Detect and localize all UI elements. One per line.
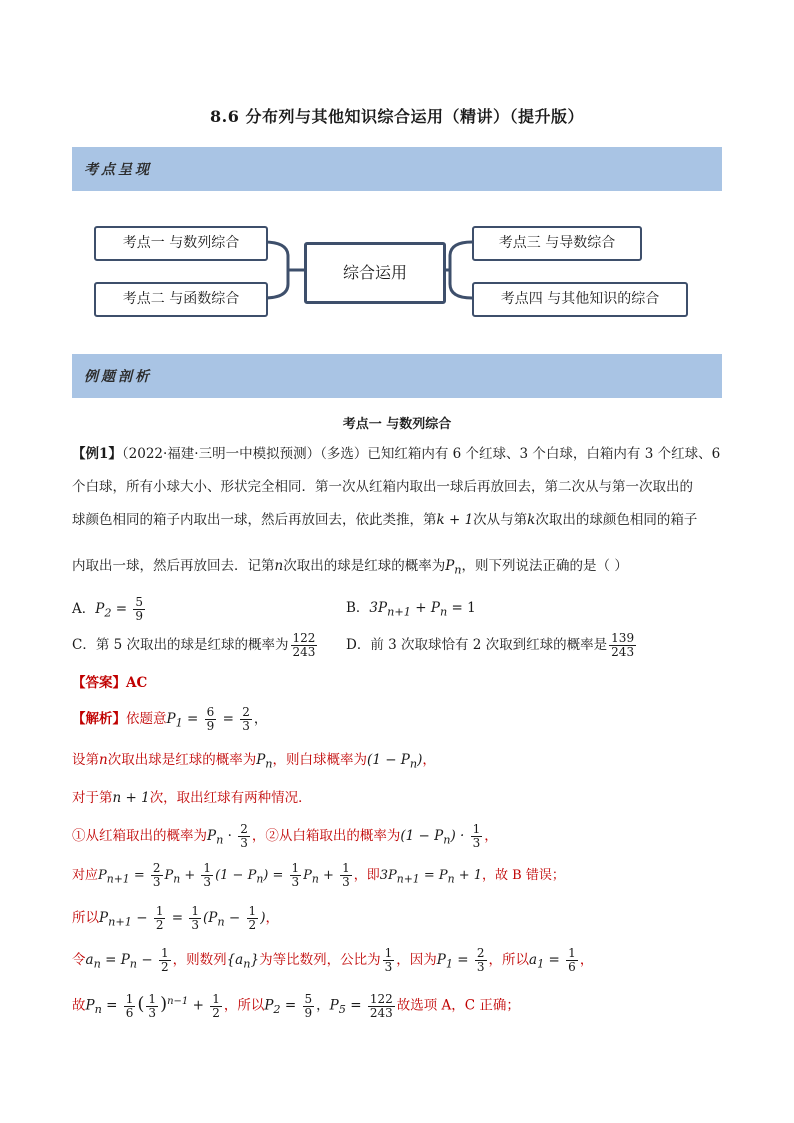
mindmap-node-topic-4: 考点四 与其他知识的综合 — [472, 282, 688, 317]
fraction: $\frac{1}{3}$ — [291, 861, 300, 889]
fraction: $\frac{2}{3}$ — [152, 861, 161, 889]
fraction: $\frac{1}{2}$ — [160, 946, 169, 974]
fraction: $\frac{1}{3}$ — [203, 861, 212, 889]
analysis-line-6: 所以$P_{n+1}$ − $\frac{1}{2}$ = $\frac{1}{3}$ ($P_n$ − $\frac{1}{2}$ )， — [72, 904, 279, 932]
fraction: $\frac{1}{6}$ — [568, 946, 576, 974]
fraction: $\frac{2}{3}$ — [240, 822, 248, 850]
fraction: $\frac{1}{6}$ — [125, 991, 134, 1020]
analysis-line-4: ①从红箱取出的概率为$P_n$ · $\frac{2}{3}$ ，②从白箱取出的概率为$(1 - P_n)$ · $\frac{1}{3}$ ， — [72, 822, 498, 850]
topic-subtitle: 考点一 与数列综合 — [342, 417, 452, 432]
fraction: $\frac{1}{3}$ — [191, 904, 200, 932]
section-band-examples — [72, 354, 722, 400]
option-c: C．第 5 次取出的球是红球的概率为 $\frac{122}{243}$ — [72, 631, 316, 659]
fraction: $\frac{122}{243}$ — [292, 631, 316, 659]
fraction: $\frac{6}{9}$ — [206, 705, 215, 733]
analysis-line-8: 故$P_n$ = $\frac{1}{6}$ ( $\frac{1}{3}$ )$^{n-1}$ + $\frac{1}{2}$ ，所以$P_2$ = $\frac{5}{9}$ ，$P_5$ = $\frac{122}{243}$ 故选项 A，C 正确； — [72, 991, 520, 1020]
problem-line-4: 内取出一球，然后再放回去．记第n次取出的球是红球的概率为$P_n$，则下列说法正确的是（ ） — [72, 558, 628, 577]
analysis-line-3: 对于第n + 1次，取出红球有两种情况． — [72, 790, 312, 806]
option-d: D．前 3 次取球恰有 2 次取到红球的概率是 $\frac{139}{243}$ — [346, 631, 635, 659]
mindmap-node-topic-3: 考点三 与导数综合 — [472, 226, 642, 261]
fraction: $\frac{2}{3}$ — [476, 946, 485, 974]
document-title: 8.6 分布列与其他知识综合运用（精讲）（提升版） — [210, 107, 584, 126]
fraction: $\frac{1}{3}$ — [148, 991, 157, 1020]
problem-line-2: 个白球，所有小球大小、形状完全相同．第一次从红箱内取出一球后再放回去，第二次从与第一次取出的 — [72, 479, 693, 495]
section-label-overview: 考点呈现 — [84, 162, 152, 178]
answer-line: 【答案】AC — [72, 675, 148, 691]
fraction: $\frac{5}{9}$ — [304, 991, 313, 1020]
fraction: $\frac{1}{2}$ — [212, 991, 220, 1020]
problem-line-1: 【例1】（2022·福建·三明一中模拟预测）（多选）已知红箱内有 6 个红球、3 个白球，白箱内有 3 个红球、6 — [72, 446, 721, 462]
fraction: $\frac{122}{243}$ — [369, 991, 393, 1020]
analysis-line-2: 设第n次取出球是红球的概率为$P_n$，则白球概率为$(1 - P_n)$， — [72, 752, 436, 771]
analysis-line-7: 令$a_n = P_n$ − $\frac{1}{2}$ ，则数列$\{a_n\}$为等比数列，公比为 $\frac{1}{3}$ ，因为$P_1$ = $\frac{2}{3}$ ，所以$a_1$ = $\frac{1}{6}$ ， — [72, 946, 594, 974]
section-label-examples: 例题剖析 — [84, 369, 152, 385]
fraction: $\frac{1}{3}$ — [342, 861, 350, 889]
fraction: $\frac{139}{243}$ — [611, 631, 635, 659]
fraction: $\frac{1}{2}$ — [248, 904, 257, 932]
option-a: A．$P_2$ = $\frac{5}{9}$ — [72, 595, 144, 623]
option-b: B．$3P_{n+1} + P_n = 1$ — [346, 600, 476, 619]
mindmap-center-node: 综合运用 — [304, 242, 446, 304]
mindmap-node-topic-2: 考点二 与函数综合 — [94, 282, 268, 317]
fraction: $\frac{2}{3}$ — [242, 705, 250, 733]
fraction: $\frac{1}{3}$ — [384, 946, 393, 974]
fraction: $\frac{1}{2}$ — [155, 904, 164, 932]
analysis-line-5: 对应$P_{n+1}$ = $\frac{2}{3}$ $P_n$ + $\frac{1}{3}$ $(1 - P_n)$ = $\frac{1}{3}$ $P_n$ + $\frac{1}{3}$ ，即$3P_{n+1} = P_n + 1$，故 B 错误； — [72, 861, 565, 889]
analysis-line-1: 【解析】依题意$P_1$ = $\frac{6}{9}$ = $\frac{2}{3}$ ， — [72, 705, 268, 733]
mindmap-node-topic-1: 考点一 与数列综合 — [94, 226, 268, 261]
fraction: $\frac{5}{9}$ — [135, 595, 144, 623]
fraction: $\frac{1}{3}$ — [472, 822, 481, 850]
problem-line-3: 球颜色相同的箱子内取出一球，然后再放回去，依此类推，第k + 1次从与第k次取出的球颜色相同的箱子 — [72, 512, 698, 528]
